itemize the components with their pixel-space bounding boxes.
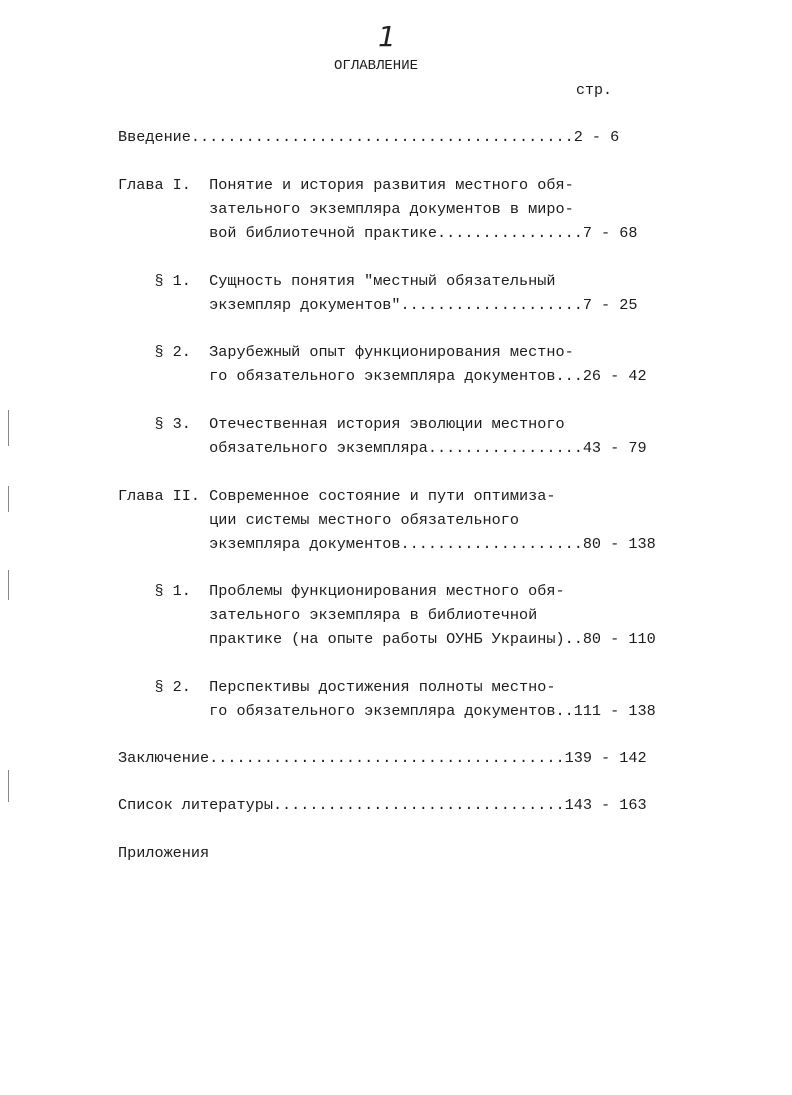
scan-mark: [8, 570, 9, 600]
toc-entry-ch2-section-1-line-3: практике (на опыте работы ОУНБ Украины)..80 - 110: [118, 630, 656, 648]
scan-mark: [8, 410, 9, 446]
toc-entry-ch2-section-1-line-2: зательного экземпляра в библиотечной: [118, 606, 538, 624]
toc-entry-chapter-2: Глава II. Современное состояние и пути оптимиза-: [118, 487, 556, 505]
toc-entry-ch1-section-3: § 3. Отечественная история эволюции местного: [118, 415, 565, 433]
toc-title: ОГЛАВЛЕНИЕ: [334, 58, 419, 74]
toc-entry-chapter-1-line-2: зательного экземпляра документов в миро-: [118, 200, 574, 218]
page-number: 1: [378, 20, 396, 53]
toc-entry-ch2-section-2-line-2: го обязательного экземпляра документов..111 - 138: [118, 702, 656, 720]
toc-entry-ch2-section-1: § 1. Проблемы функционирования местного обя-: [118, 582, 565, 600]
toc-entry-appendices: Приложения: [118, 844, 210, 862]
scan-mark: [8, 770, 9, 802]
toc-entry-chapter-2-line-2: ции системы местного обязательного: [118, 511, 520, 529]
toc-entry-ch1-section-1: § 1. Сущность понятия "местный обязательный: [118, 272, 556, 290]
toc-entry-ch1-section-3-line-2: обязательного экземпляра.................43 - 79: [118, 439, 647, 457]
toc-entry-ch1-section-1-line-2: экземпляр документов"....................7 - 25: [118, 296, 638, 314]
toc-entry-conclusion: Заключение.......................................139 - 142: [118, 749, 647, 767]
toc-entry-chapter-1-line-3: вой библиотечной практике................7 - 68: [118, 224, 638, 242]
toc-entry-references: Список литературы................................143 - 163: [118, 796, 647, 814]
pages-column-header: стр.: [576, 82, 613, 99]
toc-entry-chapter-1: Глава I. Понятие и история развития местного обя-: [118, 176, 574, 194]
toc-entry-chapter-2-line-3: экземпляра документов....................80 - 138: [118, 535, 656, 553]
toc-entry-ch1-section-2: § 2. Зарубежный опыт функционирования местно-: [118, 343, 574, 361]
toc-entry-ch2-section-2: § 2. Перспективы достижения полноты местно-: [118, 678, 556, 696]
toc-entry-ch1-section-2-line-2: го обязательного экземпляра документов...26 - 42: [118, 367, 647, 385]
toc-entry-introduction: Введение..........................................2 - 6: [118, 128, 620, 146]
scan-mark: [8, 486, 9, 512]
